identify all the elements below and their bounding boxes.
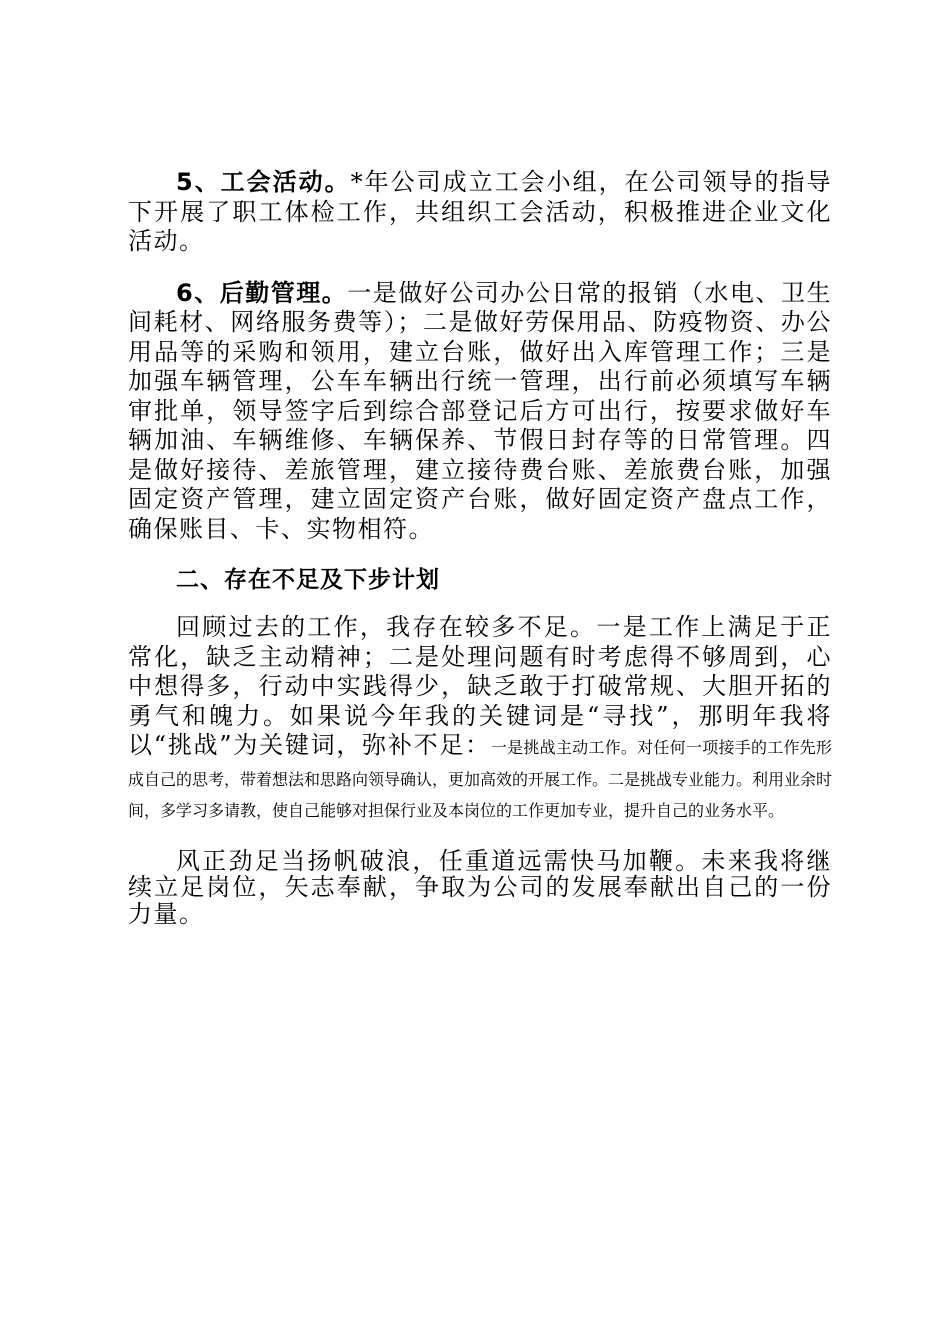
section-lead-logistics: 6、后勤管理。: [176, 278, 348, 307]
section-heading: 二、存在不足及下步计划: [176, 567, 440, 593]
section-lead-union: 5、工会活动。: [176, 168, 351, 196]
paragraph-closing: [128, 848, 832, 928]
paragraph-text: 回顾过去的工作，我存在较多不足。一是工作上满足于正常化，缺乏主动精神；二是处理问题有时考虑得不够周到，心中想得多，行动中实践得少，缺乏敢于打破常规、大胆开拓的勇气和魄力。如果说今年我的关键词是“寻找”，那明年我将以“挑战”为关键词，弥补不足：: [128, 613, 832, 759]
paragraph-text: *年公司成立工会小组，在公司领导的指导下开展了职工体检工作，共组织工会活动，积极推进企业文化活动。: [128, 168, 833, 255]
paragraph-union-activities: [128, 168, 832, 257]
paragraph-text: 风正劲足当扬帆破浪，任重道远需快马加鞭。未来我将继续立足岗位，矢志奉献，争取为公司的发展奉献出自己的一份力量。: [128, 846, 832, 928]
paragraph-text: 一是做好公司办公日常的报销（水电、卫生间耗材、网络服务费等）；二是做好劳保用品、防疫物资、办公用品等的采购和领用，建立台账，做好出入库管理工作；三是加强车辆管理，公车车辆出行统一管理，出行前必须填写车辆审批单，领导签字后到综合部登记后方可出行，按要求做好车辆加油、车辆维修、车辆保养、节假日封存等的日常管理。四是做好接待、差旅管理，建立接待费台账、差旅费台账，加强固定资产管理，建立固定资产台账，做好固定资产盘点工作，确保账目、卡、实物相符。: [128, 278, 833, 543]
paragraph-small-text: 一是挑战主动工作。对任何一项接手的工作先形成自己的思考，带着想法和思路向领导确认，更加高效的开展工作。二是挑战专业能力。利用业余时间，多学习多请教，使自己能够对担保行业及本岗位的工作更加专业，提升自己的业务水平。: [128, 738, 833, 820]
document-page: [128, 168, 832, 949]
paragraph-logistics: [128, 279, 832, 545]
paragraph-shortcomings: [128, 613, 832, 826]
